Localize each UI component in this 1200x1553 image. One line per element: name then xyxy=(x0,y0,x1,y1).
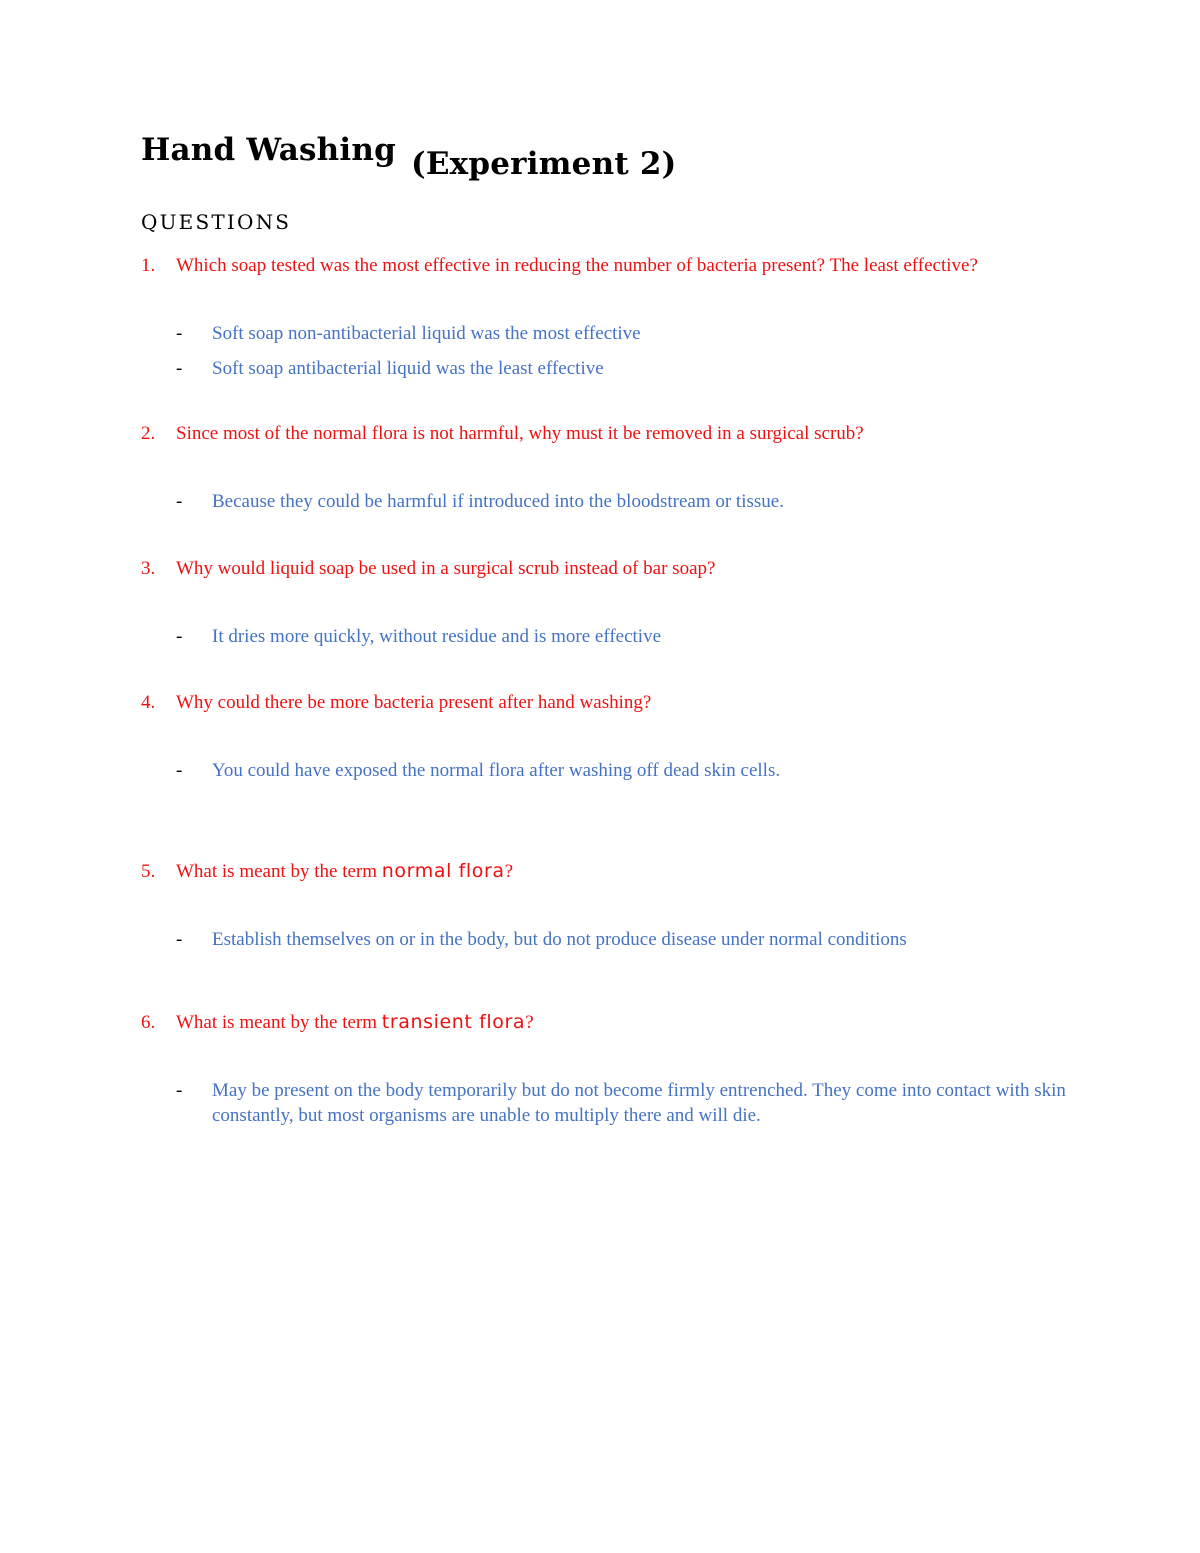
answer-1-2 xyxy=(176,356,1102,381)
question-number: 2. xyxy=(141,423,156,444)
answer-text: May be present on the body temporarily but do not become firmly entrenched. They come into contact with skin constantly, but most organisms are unable to multiply there and will die. xyxy=(212,1080,1066,1126)
question-text: What is meant by the term xyxy=(176,1012,382,1033)
answer-6-1 xyxy=(176,1078,1102,1128)
answer-text: Because they could be harmful if introduced into the bloodstream or tissue. xyxy=(212,491,784,512)
question-text: Why would liquid soap be used in a surgical scrub instead of bar soap? xyxy=(176,558,716,579)
question-text: Why could there be more bacteria present after hand washing? xyxy=(176,692,652,713)
question-3 xyxy=(141,558,715,580)
answer-4-1 xyxy=(176,758,1102,783)
bullet-dash: - xyxy=(176,626,183,647)
bullet-dash: - xyxy=(176,358,183,379)
question-6 xyxy=(141,1011,534,1034)
page-title xyxy=(141,132,677,182)
question-number: 5. xyxy=(141,861,156,882)
title-main: Hand Washing xyxy=(141,132,396,168)
question-4 xyxy=(141,692,651,714)
question-text-end: ? xyxy=(525,1012,534,1033)
answer-text: It dries more quickly, without residue and is more effective xyxy=(212,626,662,647)
question-number: 3. xyxy=(141,558,156,579)
bullet-dash: - xyxy=(176,929,183,950)
question-text: Which soap tested was the most effective in reducing the number of bacteria present? The least effective? xyxy=(176,255,978,276)
question-text: What is meant by the term xyxy=(176,861,382,882)
question-1 xyxy=(141,255,978,277)
answer-text: Soft soap non-antibacterial liquid was the most effective xyxy=(212,323,641,344)
bullet-dash: - xyxy=(176,760,183,781)
question-number: 4. xyxy=(141,692,156,713)
question-2 xyxy=(141,423,864,445)
answer-1-1 xyxy=(176,321,1102,346)
term-transient-flora: transient flora xyxy=(381,1011,526,1033)
question-text-end: ? xyxy=(504,861,514,882)
bullet-dash: - xyxy=(176,1080,183,1101)
term-normal-flora: normal flora xyxy=(381,860,505,882)
bullet-dash: - xyxy=(176,323,183,344)
bullet-dash: - xyxy=(176,491,183,512)
answer-text: You could have exposed the normal flora after washing off dead skin cells. xyxy=(212,760,781,781)
answer-5-1 xyxy=(176,927,1102,952)
title-subtitle: (Experiment 2) xyxy=(410,146,677,182)
section-heading: QUESTIONS xyxy=(141,210,292,234)
question-number: 1. xyxy=(141,255,156,276)
question-5 xyxy=(141,860,513,883)
answer-3-1 xyxy=(176,624,1102,649)
question-text: Since most of the normal flora is not harmful, why must it be removed in a surgical scrub? xyxy=(176,423,864,444)
answer-text: Soft soap antibacterial liquid was the least effective xyxy=(212,358,604,379)
question-number: 6. xyxy=(141,1012,156,1033)
answer-2-1 xyxy=(176,489,1102,514)
answer-text: Establish themselves on or in the body, but do not produce disease under normal conditions xyxy=(212,929,907,950)
